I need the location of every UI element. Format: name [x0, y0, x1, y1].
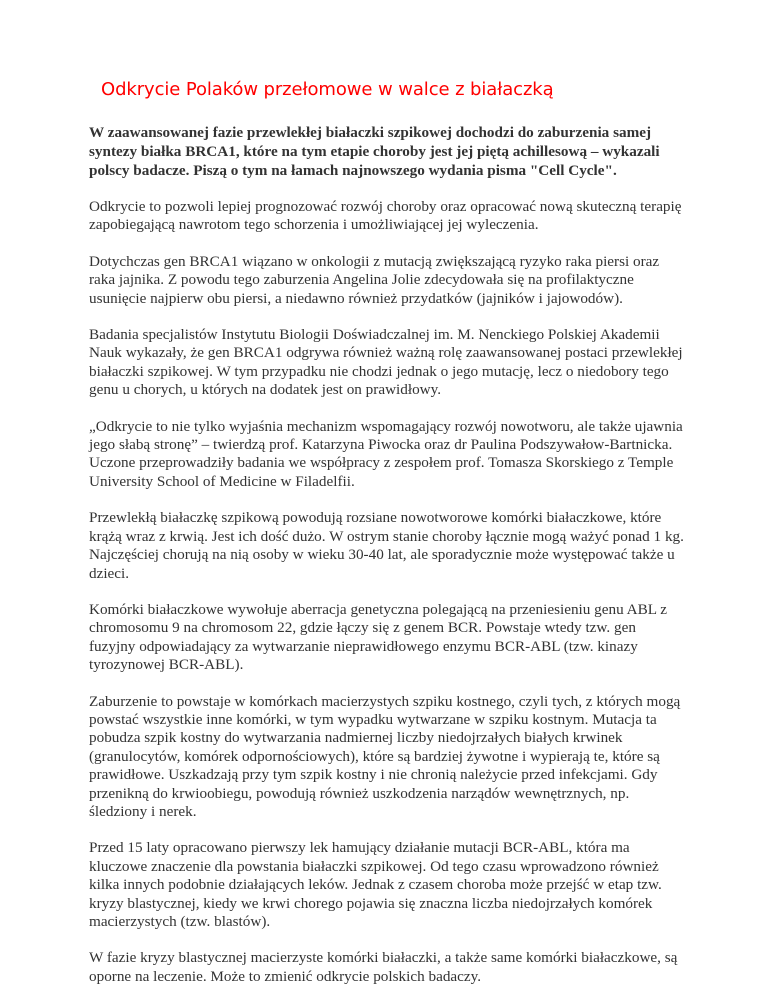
article-lead: W zaawansowanej fazie przewlekłej białaczki szpikowej dochodzi do zaburzenia samej syntezy białka BRCA1, które na tym etapie choroby jest jej piętą achillesową – wykazali polscy badacze. Piszą o tym na łamach najnowszego wydania pisma "Cell Cycle".	[89, 124, 660, 179]
document-page	[89, 78, 684, 986]
paragraph-3: Badania specjalistów Instytutu Biologii Doświadczalnej im. M. Nenckiego Polskiej Akademii Nauk wykazały, że gen BRCA1 odgrywa również ważną rolę zaawansowanej postaci przewlekłej białaczki szpikowej. W tym przypadku nie chodzi jednak o jego mutację, lecz o niedobory tego genu u chorych, u których na dodatek jest on prawidłowy.	[89, 326, 683, 399]
paragraph-6: Komórki białaczkowe wywołuje aberracja genetyczna polegającą na przeniesieniu genu ABL z chromosomu 9 na chromosom 22, gdzie łączy się z genem BCR. Powstaje wtedy tzw. gen fuzyjny odpowiadający za wytwarzanie nieprawidłowego enzymu BCR-ABL (tzw. kinazy tyrozynowej BCR-ABL).	[89, 600, 667, 674]
article-title: Odkrycie Polaków przełomowe w walce z białaczką	[101, 79, 554, 100]
paragraph-2: Dotychczas gen BRCA1 wiązano w onkologii z mutacją zwiększającą ryzyko raka piersi oraz raka jajnika. Z powodu tego zaburzenia Angelina Jolie zdecydowała się na profilaktyczne usunięcie najpierw obu piersi, a niedawno również przydatków (jajników i jajowodów).	[89, 252, 660, 307]
paragraph-9: W fazie kryzy blastycznej macierzyste komórki białaczki, a także same komórki białaczkowe, są oporne na leczenie. Może to zmienić odkrycie polskich badaczy.	[89, 949, 678, 985]
paragraph-8: Przed 15 laty opracowano pierwszy lek hamujący działanie mutacji BCR-ABL, która ma kluczowe znaczenie dla powstania białaczki szpikowej. Od tego czasu wprowadzono również kilka innych podobnie działających leków. Jednak z czasem choroba może przejść w etap tzw. kryzy blastycznej, kiedy we krwi chorego pojawia się znaczna liczba niedojrzałych komórek macierzystych (tzw. blastów).	[89, 839, 662, 930]
paragraph-1: Odkrycie to pozwoli lepiej prognozować rozwój choroby oraz opracować nową skuteczną terapię zapobiegającą nawrotom tego schorzenia i umożliwiającej jej wyleczenia.	[89, 198, 682, 234]
paragraph-4: „Odkrycie to nie tylko wyjaśnia mechanizm wspomagający rozwój nowotworu, ale także ujawnia jego słabą stronę” – twierdzą prof. Katarzyna Piwocka oraz dr Paulina Podszywałow-Bartnicka. Uczone przeprowadziły badania we współpracy z zespołem prof. Tomasza Skorskiego z Temple University School of Medicine w Filadelfii.	[89, 417, 683, 490]
paragraph-7: Zaburzenie to powstaje w komórkach macierzystych szpiku kostnego, czyli tych, z których mogą powstać wszystkie inne komórki, w tym wypadku wytwarzane w szpiku kostnym. Mutacja ta pobudza szpik kostny do wytwarzania nadmiernej liczby niedojrzałych białych krwinek (granulocytów, komórek odpornościowych), które są bardziej żywotne i wypierają te, które są prawidłowe. Uszkadzają przy tym szpik kostny i nie chronią należycie przed infekcjami. Gdy przenikną do krwioobiegu, powodują również uszkodzenia narządów wewnętrznych, np. śledziony i nerek.	[89, 692, 681, 820]
paragraph-5: Przewlekłą białaczkę szpikową powodują rozsiane nowotworowe komórki białaczkowe, które krążą wraz z krwią. Jest ich dość dużo. W ostrym stanie choroby łącznie mogą ważyć ponad 1 kg. Najczęściej chorują na nią osoby w wieku 30-40 lat, ale sporadycznie może występować także u dzieci.	[89, 509, 684, 582]
